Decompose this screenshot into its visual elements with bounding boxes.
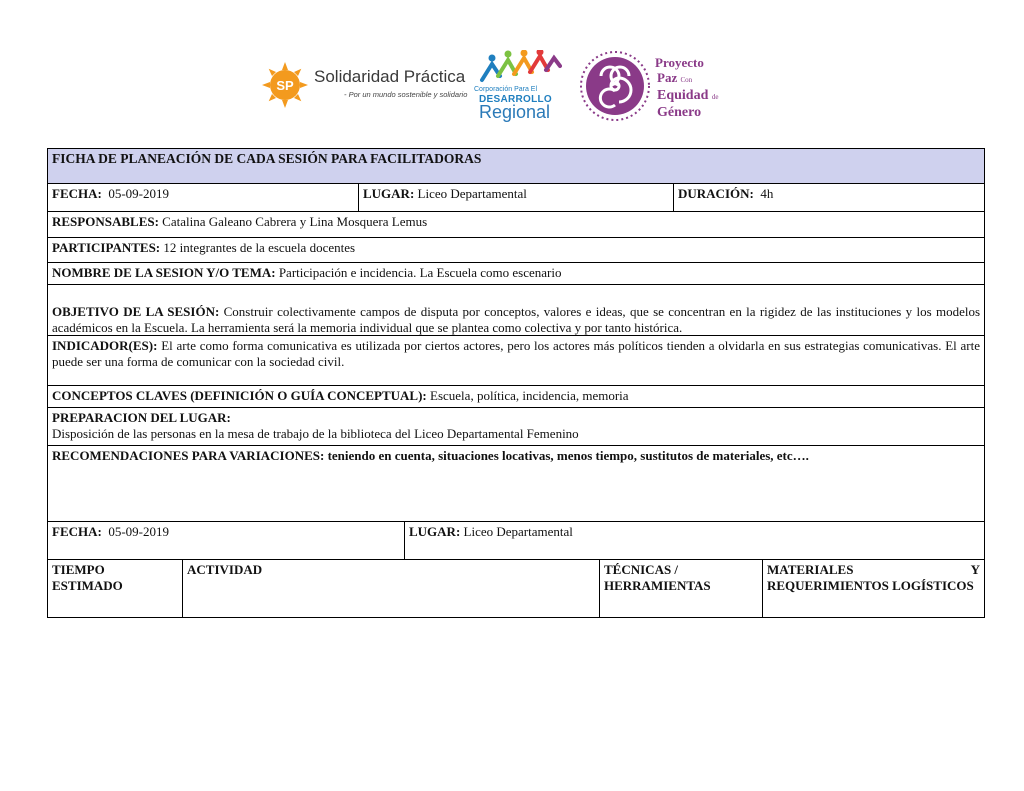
fecha2-cell <box>48 522 405 559</box>
recomendaciones-value: teniendo en cuenta, situaciones locativas, menos tiempo, sustitutos de materiales, etc…. <box>327 448 809 463</box>
pp-line3-small: de <box>711 93 719 101</box>
pp-line2-small: Con <box>680 76 693 84</box>
lugar-cell <box>359 184 674 211</box>
duracion-label: DURACIÓN: <box>678 186 754 201</box>
lugar2-label: LUGAR: <box>409 524 461 539</box>
lugar-label: LUGAR: <box>363 186 415 201</box>
lugar2-cell <box>405 522 984 559</box>
activity-table-header <box>47 560 985 618</box>
pp-line3: Equidad <box>657 88 709 103</box>
fecha-cell <box>48 184 359 211</box>
duracion-value: 4h <box>760 186 774 201</box>
cdr-line1: Corporación Para El <box>474 86 538 93</box>
date-row <box>47 184 985 212</box>
pp-line4: Género <box>657 105 702 120</box>
sp-tagline: - Por un mundo sostenible y solidario <box>344 90 468 99</box>
duracion-cell <box>674 184 984 211</box>
proyecto-paz-logo <box>579 48 749 126</box>
proyecto-paz-text <box>655 55 718 120</box>
preparacion-value: Disposición de las personas en la mesa de trabajo de la biblioteca del Liceo Departamental Femenino <box>52 426 579 441</box>
desarrollo-regional-logo <box>474 50 566 124</box>
header-materiales: MATERIALES Y REQUERIMIENTOS LOGÍSTICOS <box>767 562 980 593</box>
header-tiempo: TIEMPO ESTIMADO <box>48 560 183 617</box>
nombre-value: Participación e incidencia. La Escuela como escenario <box>278 265 562 280</box>
spiral-icon <box>579 50 651 122</box>
responsables-label: RESPONSABLES: <box>52 214 159 229</box>
fecha-label: FECHA: <box>52 186 102 201</box>
fecha2-label: FECHA: <box>52 524 102 539</box>
fecha2-value: 05-09-2019 <box>108 524 170 539</box>
objetivo-row <box>47 285 985 336</box>
fecha-value: 05-09-2019 <box>108 186 170 201</box>
indicador-label: INDICADOR(ES): <box>52 338 158 353</box>
pp-line2-wrap <box>655 70 718 88</box>
planning-form <box>47 148 985 618</box>
preparacion-label: PREPARACION DEL LUGAR: <box>52 410 231 425</box>
nombre-label: NOMBRE DE LA SESION Y/O TEMA: <box>52 265 276 280</box>
objetivo-value: Construir colectivamente campos de disputa por conceptos, valores e ideas, que se concentran en la rigidez de las instituciones y los modelos académicos en la Escuela. La herramienta será la memoria individual que se plantea como colectiva y por tanto histórica. <box>52 304 981 335</box>
recomendaciones-label: RECOMENDACIONES PARA VARIACIONES: <box>52 448 325 463</box>
cdr-line2: DESARROLLO <box>479 94 552 105</box>
conceptos-row <box>47 386 985 408</box>
solidaridad-practica-logo <box>262 62 468 108</box>
participantes-row <box>47 238 985 263</box>
cdr-line3: Regional <box>479 102 551 122</box>
nombre-row <box>47 263 985 285</box>
participantes-value: 12 integrantes de la escuela docentes <box>163 240 356 255</box>
lugar2-value: Liceo Departamental <box>463 524 573 539</box>
lugar-value: Liceo Departamental <box>417 186 527 201</box>
sun-icon <box>262 62 308 108</box>
header-actividad: ACTIVIDAD <box>183 560 600 617</box>
responsables-value: Catalina Galeano Cabrera y Lina Mosquera Lemus <box>162 214 428 229</box>
preparacion-row <box>47 408 985 446</box>
responsables-row <box>47 212 985 238</box>
participantes-label: PARTICIPANTES: <box>52 240 161 255</box>
date-row-2 <box>47 522 985 560</box>
objetivo-label: OBJETIVO DE LA SESIÓN: <box>52 304 220 319</box>
indicador-value: El arte como forma comunicativa es utilizada por ciertos actores, pero los actores más políticos tienden a olvidarla en sus estrategias comunicativas. El arte puede ser una forma de comunicar con la sociedad civil. <box>52 338 980 369</box>
pp-line3-wrap <box>655 88 718 105</box>
conceptos-label: CONCEPTOS CLAVES (DEFINICIÓN O GUÍA CONCEPTUAL): <box>52 388 427 403</box>
sp-name: Solidaridad Práctica <box>314 67 466 86</box>
conceptos-value: Escuela, política, incidencia, memoria <box>430 388 629 403</box>
sp-initials: SP <box>276 78 294 93</box>
header-tecnicas: TÉCNICAS / HERRAMIENTAS <box>600 560 763 617</box>
people-figures-icon <box>478 50 562 86</box>
form-title: FICHA DE PLANEACIÓN DE CADA SESIÓN PARA FACILITADORAS <box>47 148 985 184</box>
logo-header <box>0 46 1024 126</box>
indicador-row <box>47 336 985 386</box>
recomendaciones-row <box>47 446 985 522</box>
pp-line1: Proyecto <box>655 55 704 70</box>
pp-line2: Paz <box>657 70 678 85</box>
